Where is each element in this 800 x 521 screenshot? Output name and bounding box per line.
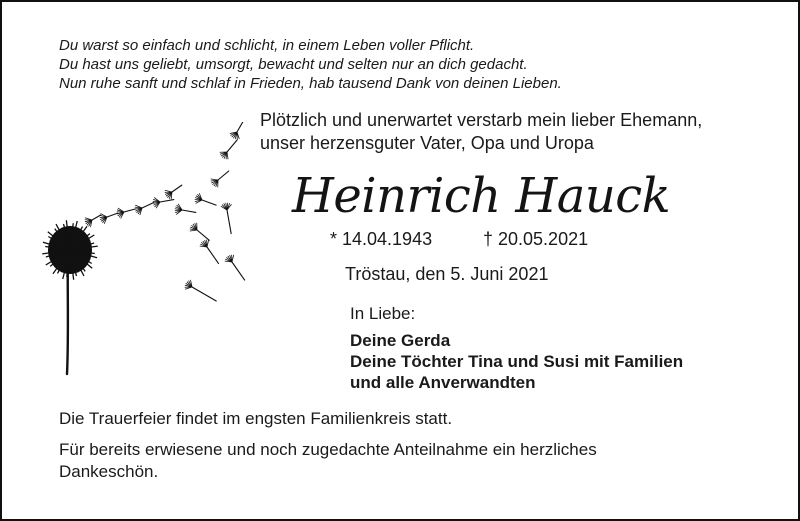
thanks-note: Für bereits erwiesene und noch zugedachte Anteilnahme ein herzliches Dankeschön. xyxy=(59,440,597,481)
funeral-note: Die Trauerfeier findet im engsten Familienkreis statt. xyxy=(59,409,453,428)
poem-line: Nun ruhe sanft und schlaf in Frieden, hab tausend Dank von deinen Lieben. xyxy=(59,75,562,92)
intro-line: Plötzlich und unerwartet verstarb mein lieber Ehemann, xyxy=(260,110,703,130)
mourner-line: Deine Töchter Tina und Susi mit Familien xyxy=(350,352,684,371)
poem-line: Du hast uns geliebt, umsorgt, bewacht und selten nur an dich gedacht. xyxy=(59,56,528,73)
intro-text xyxy=(260,109,702,155)
deceased-name: Heinrich Hauck xyxy=(292,168,671,224)
poem xyxy=(59,36,562,93)
birth-date: * 14.04.1943 xyxy=(330,229,433,249)
place-date: Tröstau, den 5. Juni 2021 xyxy=(345,264,549,284)
dandelion-icon xyxy=(32,122,292,392)
intro-line: unser herzensguter Vater, Opa und Uropa xyxy=(260,133,594,153)
mourners-list xyxy=(350,330,683,393)
mourner-line: und alle Anverwandten xyxy=(350,373,536,392)
death-date: † 20.05.2021 xyxy=(483,229,589,249)
poem-line: Du warst so einfach und schlicht, in einem Leben voller Pflicht. xyxy=(59,37,475,54)
in-liebe-label: In Liebe: xyxy=(350,304,416,323)
mourner-line: Deine Gerda xyxy=(350,331,451,350)
